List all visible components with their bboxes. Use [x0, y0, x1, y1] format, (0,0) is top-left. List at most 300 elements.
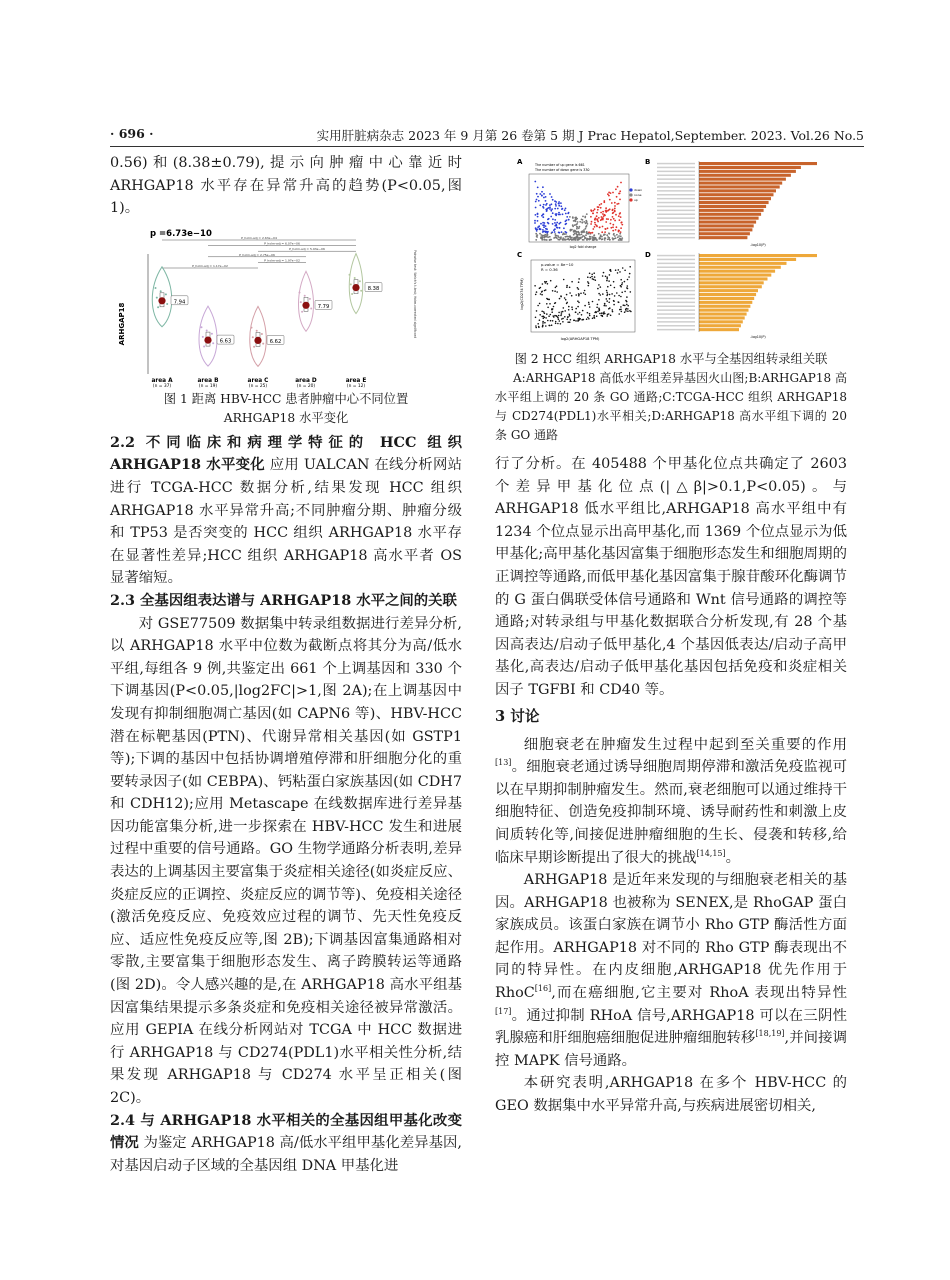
ref-14-15: [14,15] — [696, 848, 726, 858]
volcano-point — [557, 208, 559, 210]
bar-chart-b-xlabel: -log10(P) — [750, 243, 766, 247]
volcano-point — [598, 233, 600, 235]
volcano-point — [546, 236, 548, 238]
scatter-point — [541, 294, 543, 296]
volcano-point — [576, 226, 578, 228]
scatter-point — [559, 298, 561, 300]
scatter-point — [535, 327, 537, 329]
scatter-point — [619, 271, 621, 273]
volcano-point — [542, 216, 544, 218]
scatter-point — [566, 303, 568, 305]
volcano-point — [552, 218, 554, 220]
volcano-point — [586, 213, 588, 215]
volcano-point — [561, 231, 563, 233]
volcano-point — [614, 235, 616, 237]
fig2-description: A:ARHGAP18 高低水平组差异基因火山图;B:ARHGAP18 高水平组上调的 20 条 GO 通路;C:TCGA-HCC 组织 ARHGAP18 与 CD274(PDL1)水平相关;D:ARHGAP18 高水平组下调的 20 条 GO 通路 — [495, 371, 847, 442]
volcano-point — [608, 192, 610, 194]
bar-chart-d-bar — [699, 289, 758, 292]
bar-chart-d-term-label — [657, 321, 695, 323]
bar-chart-d-bar — [699, 281, 764, 284]
area-label: area D — [295, 377, 317, 384]
volcano-point — [554, 233, 556, 235]
bar-chart-b-term-label — [657, 221, 695, 223]
section-2-2-body: 应用 UALCAN 在线分析网站进行 TCGA-HCC 数据分析,结果发现 HCC 组织 ARHGAP18 水平异常升高;不同肿瘤分期、肿瘤分级和 TP53 是否突变的 HCC 组织 ARHGAP18 水平存在显著性差异;HCC 组织 ARHGAP18 高水平者 OS 显著缩短。 — [110, 457, 462, 587]
scatter-point — [560, 323, 562, 325]
scatter-point — [566, 294, 568, 296]
volcano-point — [586, 239, 588, 241]
volcano-point — [558, 232, 560, 234]
scatter-point — [627, 308, 629, 310]
bar-chart-b-term-label — [657, 171, 695, 173]
bar-chart-d-term-label — [657, 286, 695, 288]
volcano-point — [590, 236, 592, 238]
bar-chart-d — [657, 253, 817, 339]
volcano-point — [556, 226, 558, 228]
mean-label: 7.94 — [173, 299, 186, 306]
scatter-point — [622, 282, 624, 284]
volcano-point — [573, 234, 575, 236]
fig1-violins — [152, 253, 382, 366]
scatter-point — [571, 306, 573, 308]
volcano-point — [597, 219, 599, 221]
scatter-point — [612, 311, 614, 313]
volcano-point — [543, 193, 545, 195]
violin-plot-svg — [110, 224, 462, 389]
right-column — [495, 152, 847, 1118]
volcano-point — [554, 228, 556, 230]
volcano-down-count: The number of down gene is 330 — [535, 168, 590, 172]
area-label: area A — [151, 377, 173, 384]
bar-chart-d-bar — [699, 316, 745, 319]
scatter-point — [578, 278, 580, 280]
volcano-point — [576, 218, 578, 220]
scatter-point — [610, 269, 612, 271]
scatter-point — [598, 284, 600, 286]
volcano-point — [537, 226, 539, 228]
volcano-point — [621, 224, 623, 226]
legend-down: down — [634, 188, 643, 192]
data-point — [156, 296, 158, 298]
scatter-point — [616, 292, 618, 294]
scatter-point — [606, 300, 608, 302]
bar-chart-b-term-label — [657, 175, 695, 177]
scatter-point — [546, 281, 548, 283]
volcano-point — [534, 222, 536, 224]
scatter-point — [604, 303, 606, 305]
volcano-point — [614, 210, 616, 212]
volcano-point — [554, 200, 556, 202]
scatter-point — [566, 319, 568, 321]
scatter-point — [607, 286, 609, 288]
bar-chart-b-bar — [699, 209, 764, 212]
scatter-point — [595, 311, 597, 313]
scatter-point — [546, 298, 548, 300]
volcano-point — [615, 214, 617, 216]
scatter-point — [602, 275, 604, 277]
scatter-point — [555, 287, 557, 289]
scatter-point — [625, 309, 627, 311]
bar-chart-b-term-label — [657, 206, 695, 208]
area-label: area E — [345, 377, 367, 384]
fig1-caption-line1: 图 1 距离 HBV-HCC 患者肿瘤中心不同位置 — [163, 391, 409, 406]
bar-chart-b-bar — [699, 221, 756, 224]
scatter-point — [603, 313, 605, 315]
bar-chart-b — [657, 161, 817, 247]
scatter-point — [587, 317, 589, 319]
scatter-point — [577, 287, 579, 289]
volcano-point — [620, 182, 622, 184]
scatter-point — [618, 313, 620, 315]
volcano-point — [560, 222, 562, 224]
volcano-point — [549, 236, 551, 238]
left-column — [110, 152, 462, 1177]
volcano-point — [616, 234, 618, 236]
scatter-point — [550, 280, 552, 282]
volcano-point — [564, 209, 566, 211]
volcano-point — [606, 234, 608, 236]
violin-shape — [152, 267, 172, 327]
panel-a-label: A — [517, 158, 523, 166]
volcano-point — [612, 192, 614, 194]
volcano-point — [593, 210, 595, 212]
scatter-point — [563, 307, 565, 309]
scatter-point — [536, 310, 538, 312]
scatter-point — [564, 297, 566, 299]
scatter-point — [606, 280, 608, 282]
data-point — [349, 274, 351, 276]
journal-citation: 实用肝脏病杂志 2023 年 9 月第 26 卷第 5 期 J Prac Hepatol,September. 2023. Vol.26 No.5 — [316, 128, 864, 143]
scatter-point — [591, 274, 593, 276]
volcano-point — [600, 212, 602, 214]
scatter-point — [558, 318, 560, 320]
scatter-point — [535, 294, 537, 296]
fig1-pvalue: p =6.73e−10 — [150, 228, 212, 239]
volcano-point — [594, 208, 596, 210]
scatter-point — [540, 293, 542, 295]
scatter-point — [582, 310, 584, 312]
scatter-point — [539, 314, 541, 316]
bar-chart-b-bar — [699, 174, 791, 177]
mean-dot — [204, 336, 211, 343]
scatter-point — [571, 281, 573, 283]
volcano-point — [536, 234, 538, 236]
volcano-point — [600, 236, 602, 238]
bar-chart-b-bar — [699, 228, 752, 231]
scatter-point — [606, 315, 608, 317]
volcano-point — [535, 239, 537, 241]
bar-chart-d-term-label — [657, 306, 695, 308]
scatter-point — [589, 273, 591, 275]
ref-16: [16] — [534, 984, 552, 994]
scatter-point — [583, 292, 585, 294]
panel-c-label: C — [517, 251, 523, 259]
scatter-point — [568, 309, 570, 311]
scatter-point — [592, 301, 594, 303]
volcano-point — [538, 200, 540, 202]
bar-chart-b-bar — [699, 189, 776, 192]
scatter-point — [599, 313, 601, 315]
volcano-point — [594, 226, 596, 228]
bar-chart-d-term-label — [657, 278, 695, 280]
scatter-point — [569, 314, 571, 316]
volcano-point — [566, 232, 568, 234]
bar-chart-b-term-label — [657, 190, 695, 192]
volcano-point — [608, 209, 610, 211]
area-n: (n = 12) — [346, 383, 366, 389]
scatter-point — [598, 309, 600, 311]
scatter-point — [609, 274, 611, 276]
volcano-point — [570, 229, 572, 231]
volcano-point — [567, 236, 569, 238]
scatter-point — [593, 272, 595, 274]
scatter-point — [575, 294, 577, 296]
volcano-point — [534, 181, 536, 183]
scatter-point — [610, 285, 612, 287]
bracket-label: P_holm-adj = 6.07e−06 — [264, 241, 300, 246]
scatter-point — [546, 303, 548, 305]
volcano-point — [559, 239, 561, 241]
scatter-point — [547, 283, 549, 285]
scatter-point — [587, 312, 589, 314]
volcano-point — [545, 196, 547, 198]
scatter-point — [560, 296, 562, 298]
volcano-point — [575, 220, 577, 222]
volcano-point — [579, 226, 581, 228]
volcano-point — [614, 205, 616, 207]
volcano-point — [608, 233, 610, 235]
scatter-point — [621, 292, 623, 294]
bar-chart-d-bar — [699, 324, 741, 327]
fig1-brackets — [162, 236, 356, 268]
volcano-point — [581, 233, 583, 235]
volcano-point — [584, 236, 586, 238]
area-n: (n = 19) — [198, 383, 218, 389]
bar-chart-b-term-label — [657, 163, 695, 165]
volcano-point — [556, 213, 558, 215]
bar-chart-d-bar — [699, 313, 747, 316]
volcano-point — [585, 237, 587, 239]
scatter-point — [624, 281, 626, 283]
scatter-point — [598, 299, 600, 301]
volcano-point — [535, 201, 537, 203]
scatter-point — [589, 306, 591, 308]
volcano-point — [551, 203, 553, 205]
area-label: area B — [197, 377, 219, 384]
scatter-point — [606, 295, 608, 297]
volcano-point — [618, 230, 620, 232]
volcano-point — [603, 200, 605, 202]
scatter-point — [613, 300, 615, 302]
ref-13: [13] — [495, 758, 512, 768]
volcano-point — [619, 219, 621, 221]
scatter-point — [623, 304, 625, 306]
d1-text-a: 细胞衰老在肿瘤发生过程中起到至关重要的作用 — [523, 736, 847, 753]
volcano-point — [610, 223, 612, 225]
scatter-point — [541, 291, 543, 293]
volcano-point — [602, 238, 604, 240]
scatter-point — [577, 300, 579, 302]
ref-18-19: [18,19] — [755, 1029, 785, 1039]
section-3-title: 3 讨论 — [495, 707, 540, 725]
scatter-point — [604, 305, 606, 307]
volcano-point — [575, 239, 577, 241]
bar-chart-d-term-label — [657, 317, 695, 319]
scatter-point — [585, 294, 587, 296]
volcano-point — [562, 213, 564, 215]
scatter-point — [608, 308, 610, 310]
scatter-point — [586, 318, 588, 320]
scatter-point — [625, 300, 627, 302]
scatter-point — [620, 306, 622, 308]
volcano-point — [548, 218, 550, 220]
bar-chart-b-term-label — [657, 214, 695, 216]
volcano-point — [602, 211, 604, 213]
scatter-point — [542, 321, 544, 323]
scatter-point — [582, 319, 584, 321]
scatter-point — [563, 279, 565, 281]
scatter-point — [543, 318, 545, 320]
bar-chart-d-term-label — [657, 313, 695, 315]
fig1-caption-line2: ARHGAP18 水平变化 — [223, 410, 349, 425]
data-point — [261, 333, 263, 335]
bar-chart-b-term-label — [657, 194, 695, 196]
volcano-point — [583, 221, 585, 223]
data-point — [160, 290, 162, 292]
scatter-point — [566, 286, 568, 288]
volcano-point — [600, 219, 602, 221]
volcano-point — [571, 237, 573, 239]
scatter-point — [575, 308, 577, 310]
volcano-point — [582, 216, 584, 218]
scatter-point — [539, 319, 541, 321]
volcano-point — [554, 208, 556, 210]
volcano-point — [543, 239, 545, 241]
scatter-point — [545, 317, 547, 319]
volcano-point — [596, 225, 598, 227]
bar-chart-b-bar — [699, 166, 801, 169]
mean-label: 6.62 — [269, 338, 282, 345]
volcano-point — [553, 237, 555, 239]
volcano-point — [605, 210, 607, 212]
volcano-point — [605, 221, 607, 223]
volcano-point — [591, 221, 593, 223]
volcano-point — [542, 206, 544, 208]
scatter-point — [569, 315, 571, 317]
scatter-point — [617, 301, 619, 303]
volcano-point — [617, 186, 619, 188]
scatter-point — [620, 279, 622, 281]
volcano-point — [607, 218, 609, 220]
scatter-point — [588, 285, 590, 287]
scatter-point — [550, 320, 552, 322]
volcano-point — [619, 190, 621, 192]
figure-2-panels — [495, 154, 847, 344]
volcano-point — [539, 204, 541, 206]
volcano-point — [558, 237, 560, 239]
volcano-point — [554, 225, 556, 227]
methylation-paragraph: 行了分析。在 405488 个甲基化位点共确定了 2603 个差异甲基化位点(|△β|>0.1,P<0.05)。与 ARHGAP18 低水平组比,ARHGAP18 高水平组中有 1234 个位点显示出高甲基化,而 1369 个位点显示为低甲基化;高甲基化基因富集于细胞形态发生和细胞周期的正调控等通路,而低甲基化基因富集于腺苷酸环化酶调节的 G 蛋白偶联受体信号通路和 Wnt 信号通路的调控等通路;对转录组与甲基化数据联合分析发现,有 28 个基因高表达/启动子低甲基化,4 个基因低表达/启动子高甲基化,高表达/启动子低甲基化基因包括免疫和炎症相关因子 TGFBI 和 CD40 等。 — [495, 456, 847, 698]
bar-chart-d-bar — [699, 274, 771, 277]
bar-chart-d-term-label — [657, 263, 695, 265]
scatter-point — [627, 310, 629, 312]
scatter-point — [606, 278, 608, 280]
bar-chart-d-bar — [699, 266, 781, 269]
volcano-point — [546, 208, 548, 210]
bar-chart-b-bar — [699, 205, 766, 208]
volcano-point — [575, 237, 577, 239]
bar-chart-b-bar — [699, 193, 774, 196]
volcano-point — [612, 212, 614, 214]
scatter-point — [575, 311, 577, 313]
data-point — [201, 326, 203, 328]
bar-chart-b-bar — [699, 197, 771, 200]
volcano-point — [612, 226, 614, 228]
volcano-point — [552, 199, 554, 201]
scatter-point — [593, 317, 595, 319]
scatter-point — [552, 315, 554, 317]
scatter-point — [603, 272, 605, 274]
scatter-point — [542, 322, 544, 324]
scatter-point — [589, 313, 591, 315]
volcano-point — [620, 216, 622, 218]
scatter-point — [534, 285, 536, 287]
scatter-point — [554, 290, 556, 292]
scatter-point — [561, 311, 563, 313]
volcano-point — [600, 203, 602, 205]
scatter-point — [588, 282, 590, 284]
volcano-point — [546, 203, 548, 205]
area-n: (n = 25) — [248, 383, 268, 389]
volcano-point — [585, 234, 587, 236]
volcano-point — [565, 223, 567, 225]
bar-chart-d-term-label — [657, 309, 695, 311]
scatter-point — [558, 315, 560, 317]
volcano-point — [564, 233, 566, 235]
scatter-point — [584, 290, 586, 292]
scatter-point — [578, 302, 580, 304]
data-point — [251, 326, 253, 328]
bar-chart-b-term-label — [657, 202, 695, 204]
volcano-point — [579, 237, 581, 239]
d1-text-c: 。 — [725, 849, 741, 866]
scatter-point — [544, 313, 546, 315]
area-n: (n = 20) — [296, 383, 316, 389]
volcano-point — [598, 217, 600, 219]
volcano-point — [551, 208, 553, 210]
data-point — [350, 283, 352, 285]
volcano-point — [542, 214, 544, 216]
scatter-point — [618, 269, 620, 271]
bar-chart-d-bar — [699, 262, 787, 265]
data-point — [351, 293, 353, 295]
bar-chart-b-term-label — [657, 237, 695, 239]
data-point — [301, 310, 303, 312]
scatter-point — [588, 303, 590, 305]
volcano-point — [616, 226, 618, 228]
volcano-point — [604, 228, 606, 230]
data-point — [310, 307, 312, 309]
mean-dot — [254, 337, 261, 344]
volcano-point — [601, 231, 603, 233]
bar-chart-d-bar — [699, 254, 817, 257]
bar-chart-d-xlabel: -log10(P) — [750, 335, 766, 339]
scatter-point — [620, 286, 622, 288]
scatter-point — [569, 287, 571, 289]
data-point — [206, 329, 208, 331]
bar-chart-d-term-label — [657, 282, 695, 284]
volcano-point — [579, 221, 581, 223]
scatter-point — [588, 302, 590, 304]
